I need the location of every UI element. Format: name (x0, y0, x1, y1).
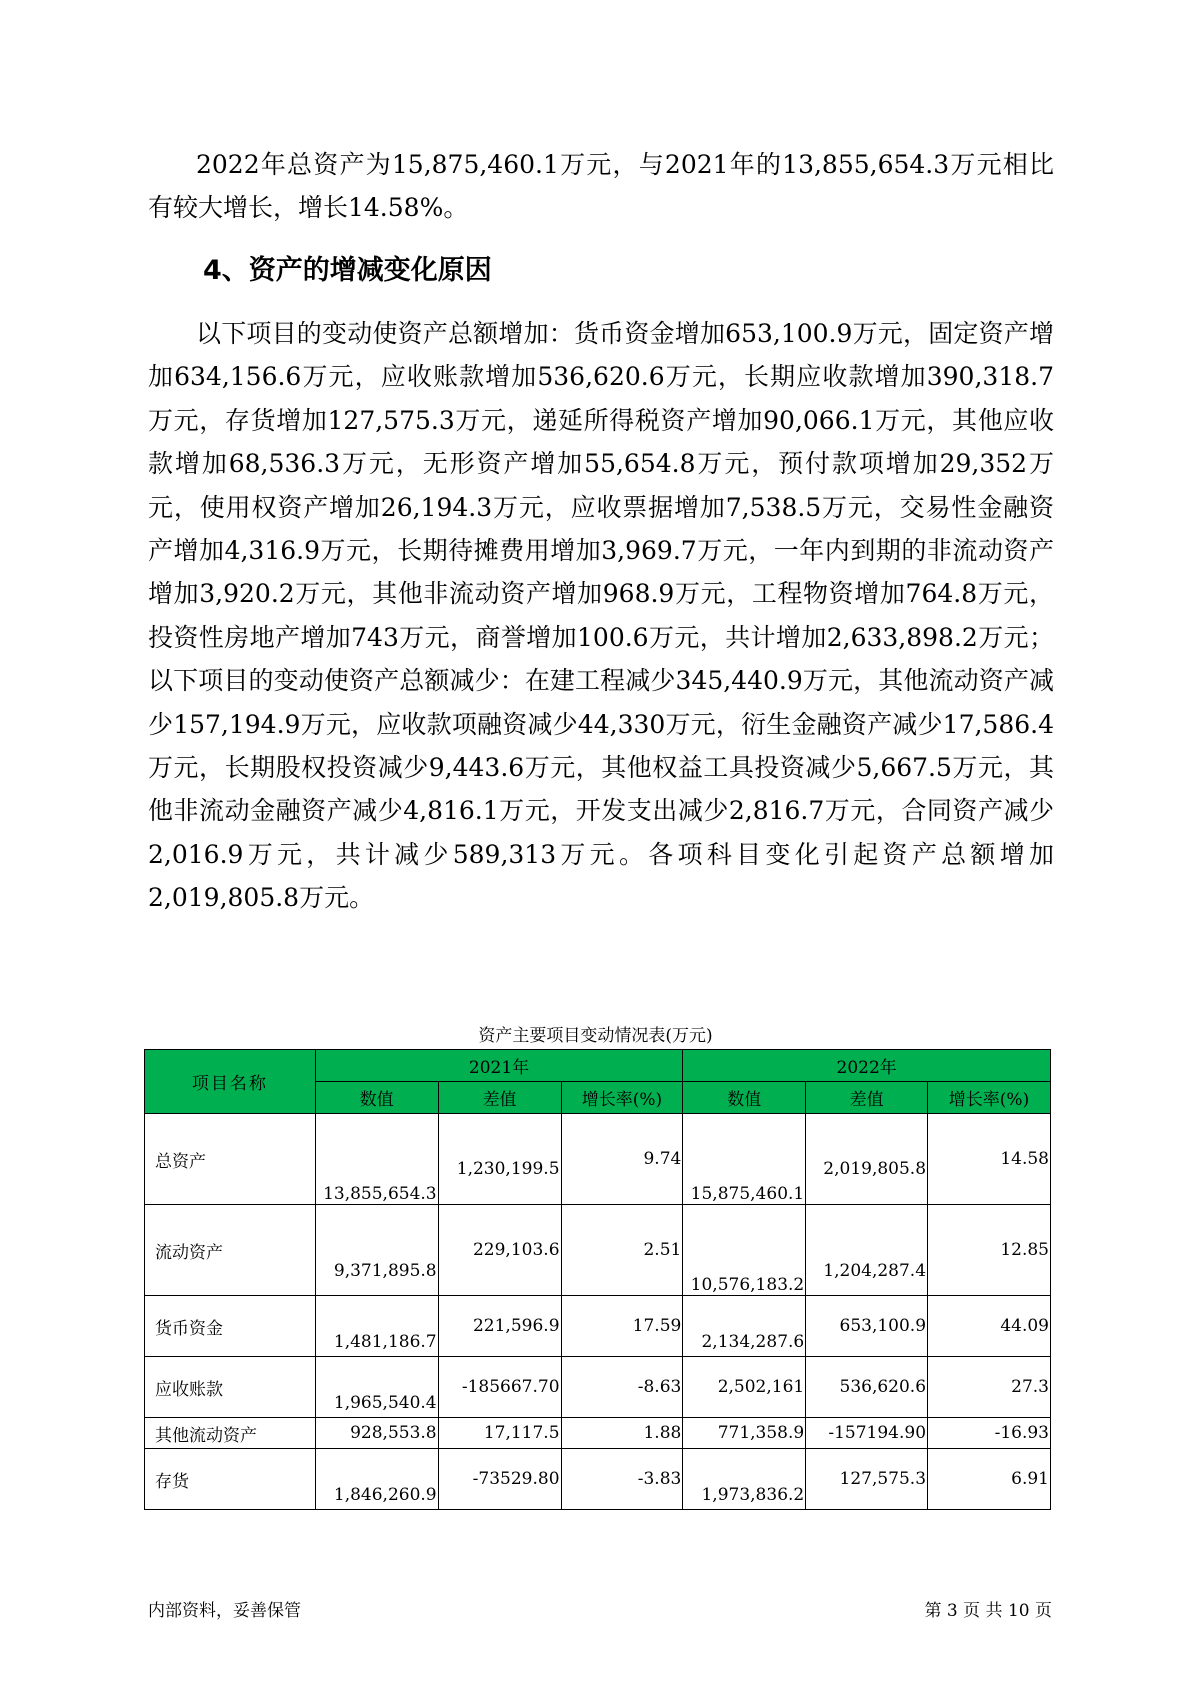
rate-2022: 6.91 (928, 1449, 1051, 1510)
diff-2022: 536,620.6 (806, 1357, 928, 1418)
rate-2021: 2.51 (561, 1205, 683, 1296)
header-diff-2022: 差值 (806, 1082, 928, 1114)
section-heading: 4、资产的增减变化原因 (203, 255, 492, 286)
value-2022: 2,134,287.6 (683, 1296, 806, 1357)
header-value-2021: 数值 (315, 1082, 438, 1114)
diff-2021: 17,117.5 (438, 1418, 561, 1449)
value-2022: 1,973,836.2 (683, 1449, 806, 1510)
row-label: 流动资产 (145, 1205, 316, 1296)
footer-page-number: 第 3 页 共 10 页 (924, 1601, 1052, 1621)
rate-2021: -8.63 (561, 1357, 683, 1418)
rate-2022: 27.3 (928, 1357, 1051, 1418)
row-label: 货币资金 (145, 1296, 316, 1357)
table-row (145, 1357, 1051, 1418)
row-label: 存货 (145, 1449, 316, 1510)
diff-2021: 221,596.9 (438, 1296, 561, 1357)
footer-confidential-note: 内部资料，妥善保管 (148, 1601, 301, 1621)
header-year-2021: 2021年 (315, 1050, 683, 1082)
diff-2021: -185667.70 (438, 1357, 561, 1418)
value-2022: 2,502,161 (683, 1357, 806, 1418)
diff-2021: -73529.80 (438, 1449, 561, 1510)
value-2022: 10,576,183.2 (683, 1205, 806, 1296)
diff-2022: -157194.90 (806, 1418, 928, 1449)
header-rate-2021: 增长率(%) (561, 1082, 683, 1114)
rate-2021: 1.88 (561, 1418, 683, 1449)
table-row (145, 1449, 1051, 1510)
value-2022: 15,875,460.1 (683, 1114, 806, 1205)
header-rate-2022: 增长率(%) (928, 1082, 1051, 1114)
rate-2022: 14.58 (928, 1114, 1051, 1205)
rate-2022: -16.93 (928, 1418, 1051, 1449)
value-2021: 928,553.8 (315, 1418, 438, 1449)
diff-2022: 127,575.3 (806, 1449, 928, 1510)
row-label: 应收账款 (145, 1357, 316, 1418)
header-year-2022: 2022年 (683, 1050, 1051, 1082)
table-row (145, 1418, 1051, 1449)
table-row (145, 1114, 1051, 1205)
value-2022: 771,358.9 (683, 1418, 806, 1449)
diff-2022: 2,019,805.8 (806, 1114, 928, 1205)
table-row (145, 1205, 1051, 1296)
value-2021: 13,855,654.3 (315, 1114, 438, 1205)
diff-2021: 229,103.6 (438, 1205, 561, 1296)
value-2021: 1,481,186.7 (315, 1296, 438, 1357)
asset-change-table (144, 1049, 1051, 1510)
value-2021: 9,371,895.8 (315, 1205, 438, 1296)
intro-paragraph: 2022年总资产为15,875,460.1万元，与2021年的13,855,654.3万元相比有较大增长，增长14.58%。 (148, 150, 1054, 223)
header-diff-2021: 差值 (438, 1082, 561, 1114)
rate-2021: -3.83 (561, 1449, 683, 1510)
row-label: 总资产 (145, 1114, 316, 1205)
header-item-name: 项目名称 (145, 1050, 316, 1114)
header-value-2022: 数值 (683, 1082, 806, 1114)
table-caption: 资产主要项目变动情况表(万元) (478, 1026, 713, 1046)
rate-2021: 17.59 (561, 1296, 683, 1357)
value-2021: 1,965,540.4 (315, 1357, 438, 1418)
value-2021: 1,846,260.9 (315, 1449, 438, 1510)
rate-2021: 9.74 (561, 1114, 683, 1205)
diff-2021: 1,230,199.5 (438, 1114, 561, 1205)
rate-2022: 12.85 (928, 1205, 1051, 1296)
row-label: 其他流动资产 (145, 1418, 316, 1449)
diff-2022: 1,204,287.4 (806, 1205, 928, 1296)
changes-paragraph: 以下项目的变动使资产总额增加：货币资金增加653,100.9万元，固定资产增加634,156.6万元，应收账款增加536,620.6万元，长期应收款增加390,318.7万元，存货增加127,575.3万元，递延所得税资产增加90,066.1万元，其他应收款增加68,536.3万元，无形资产增加55,654.8万元，预付款项增加29,352万元，使用权资产增加26,194.3万元，应收票据增加7,538.5万元，交易性金融资产增加4,316.9万元，长期待摊费用增加3,969.7万元，一年内到期的非流动资产增加3,920.2万元，其他非流动资产增加968.9万元，工程物资增加764.8万元，投资性房地产增加743万元，商誉增加100.6万元，共计增加2,633,898.2万元；以下项目的变动使资产总额减少：在建工程减少345,440.9万元，其他流动资产减少157,194.9万元，应收款项融资减少44,330万元，衍生金融资产减少17,586.4万元，长期股权投资减少9,443.6万元，其他权益工具投资减少5,667.5万元，其他非流动金融资产减少4,816.1万元，开发支出减少2,816.7万元，合同资产减少2,016.9万元，共计减少589,313万元。各项科目变化引起资产总额增加2,019,805.8万元。 (148, 319, 1054, 913)
rate-2022: 44.09 (928, 1296, 1051, 1357)
diff-2022: 653,100.9 (806, 1296, 928, 1357)
table-row (145, 1296, 1051, 1357)
